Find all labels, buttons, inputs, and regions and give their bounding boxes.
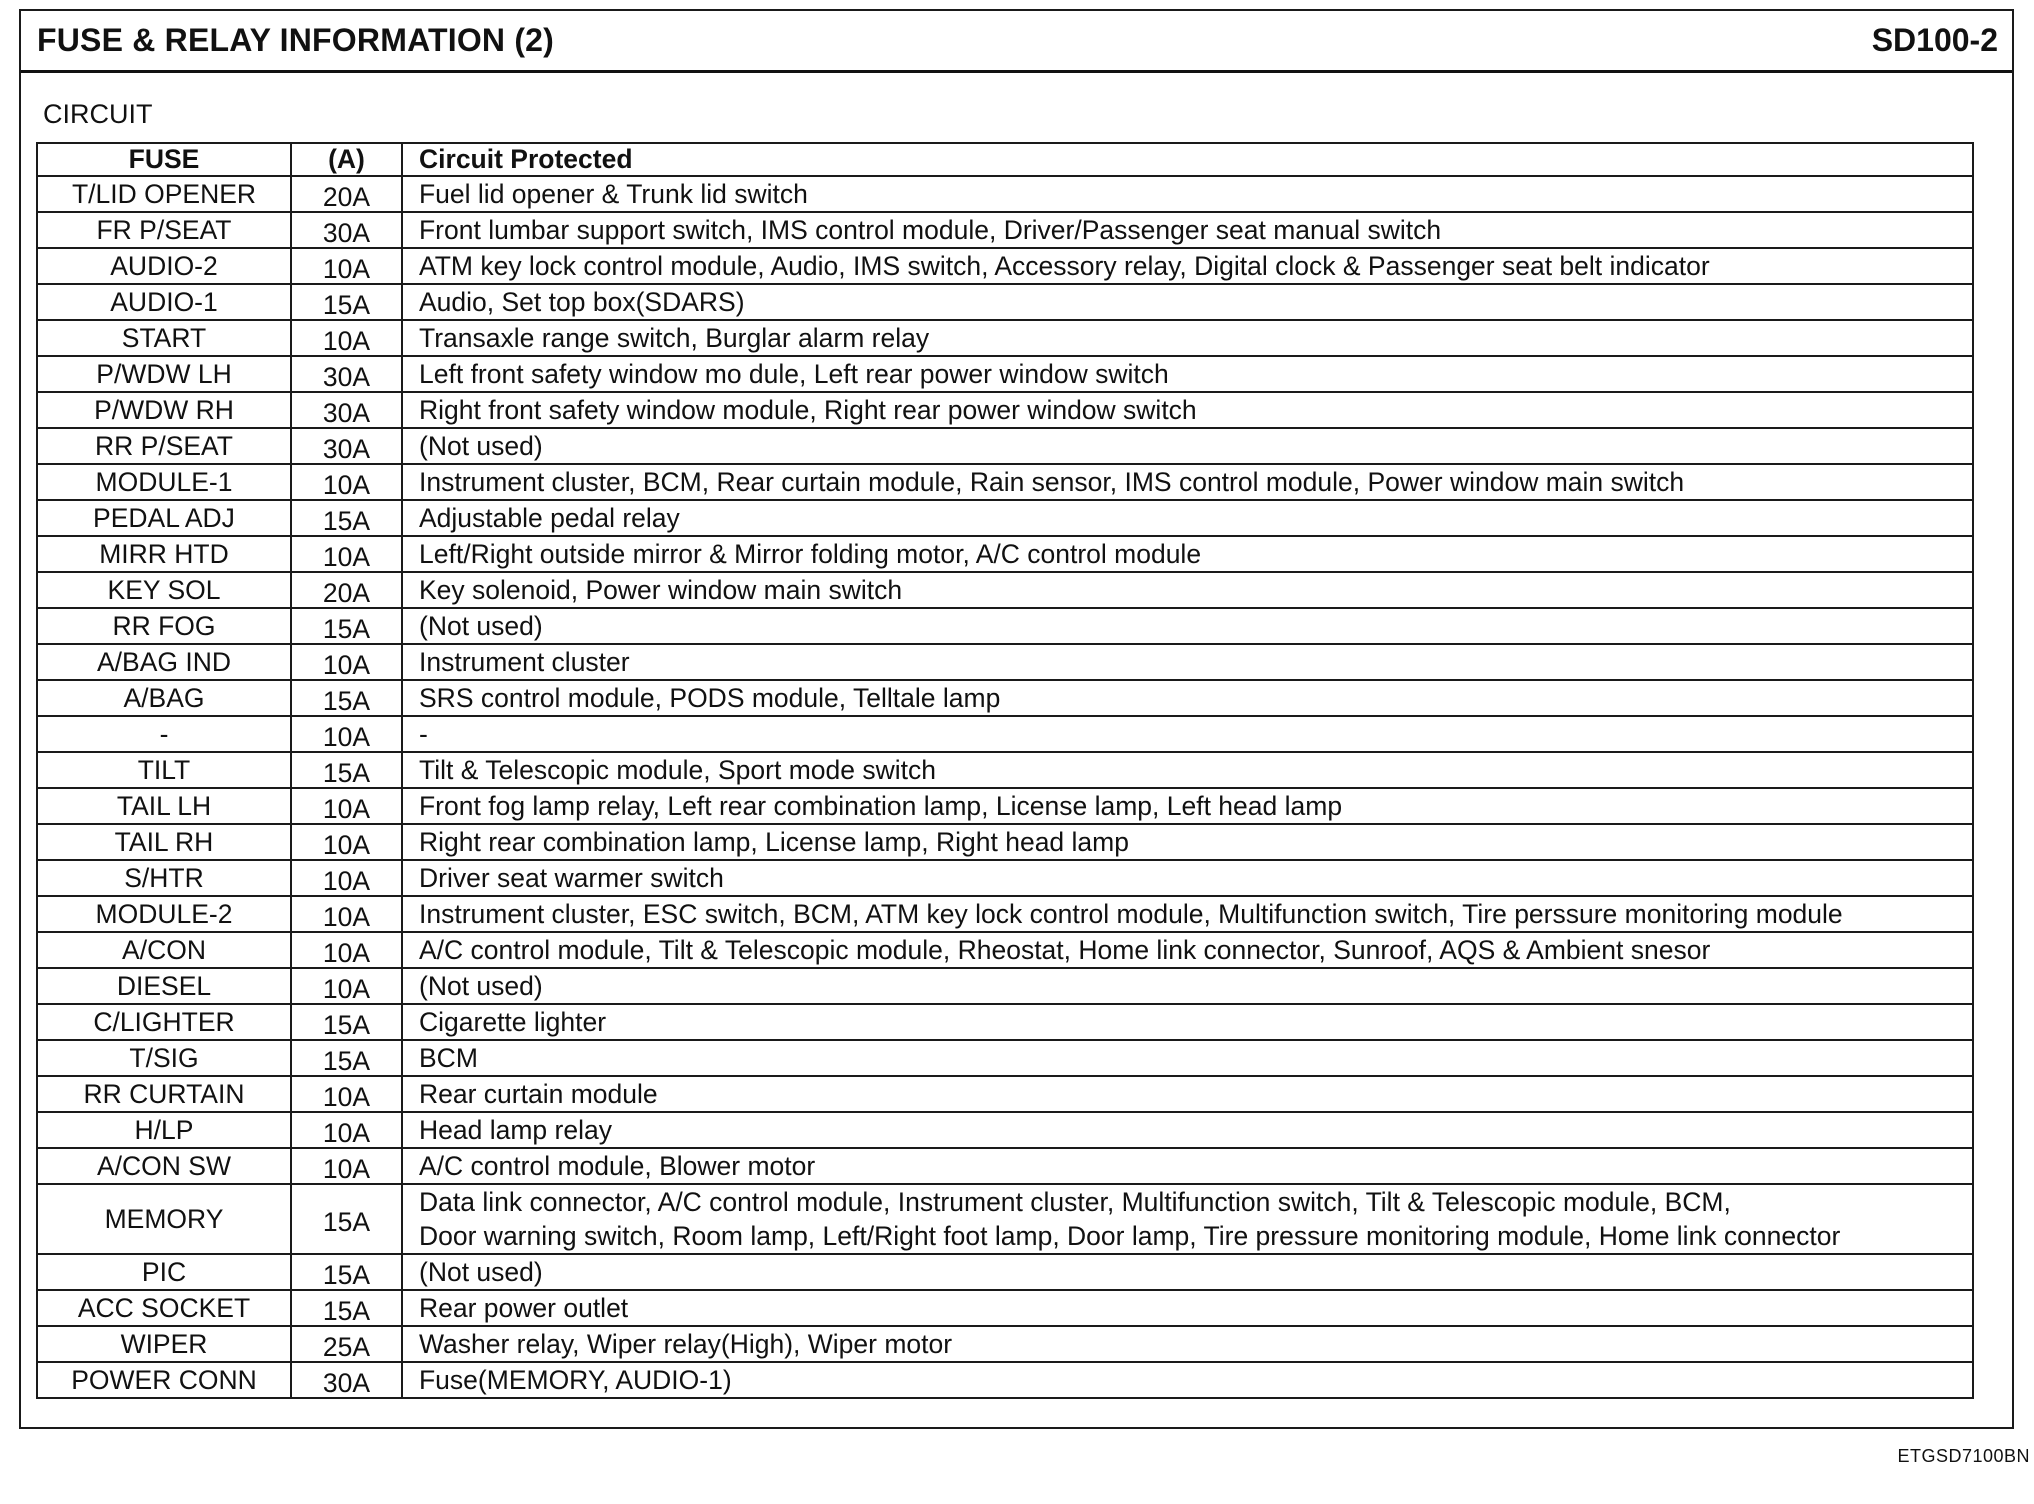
table-row [37, 824, 1973, 860]
amperage-cell: 10A [291, 536, 402, 572]
table-row [37, 968, 1973, 1004]
table-row [37, 644, 1973, 680]
amperage-cell: 15A [291, 284, 402, 320]
amperage-cell: 15A [291, 1004, 402, 1040]
fuse-name-cell: TAIL RH [37, 824, 291, 860]
fuse-name-cell: P/WDW RH [37, 392, 291, 428]
circuit-protected-cell: Washer relay, Wiper relay(High), Wiper motor [402, 1326, 1973, 1362]
amperage-cell: 15A [291, 500, 402, 536]
circuit-protected-cell [402, 1184, 1973, 1254]
amperage-cell: 10A [291, 1112, 402, 1148]
circuit-protected-cell: Fuse(MEMORY, AUDIO-1) [402, 1362, 1973, 1398]
table-header-row [37, 143, 1973, 176]
circuit-protected-cell: Front lumbar support switch, IMS control module, Driver/Passenger seat manual switch [402, 212, 1973, 248]
table-row [37, 1290, 1973, 1326]
amperage-cell: 10A [291, 644, 402, 680]
fuse-name-cell: P/WDW LH [37, 356, 291, 392]
amperage-cell: 15A [291, 1184, 402, 1254]
circuit-protected-cell: Front fog lamp relay, Left rear combination lamp, License lamp, Left head lamp [402, 788, 1973, 824]
fuse-name-cell: A/CON SW [37, 1148, 291, 1184]
circuit-protected-cell: Instrument cluster, BCM, Rear curtain module, Rain sensor, IMS control module, Power window main switch [402, 464, 1973, 500]
page-title: FUSE & RELAY INFORMATION (2) [37, 22, 555, 58]
amperage-cell: 20A [291, 176, 402, 212]
amperage-cell: 10A [291, 1076, 402, 1112]
table-row [37, 212, 1973, 248]
amperage-cell: 15A [291, 1254, 402, 1290]
fuse-name-cell: TAIL LH [37, 788, 291, 824]
amperage-cell: 25A [291, 1326, 402, 1362]
fuse-name-cell: KEY SOL [37, 572, 291, 608]
table-row [37, 932, 1973, 968]
table-row [37, 680, 1973, 716]
table-row [37, 1148, 1973, 1184]
amperage-cell: 10A [291, 716, 402, 752]
amperage-cell: 15A [291, 1040, 402, 1076]
circuit-protected-cell: (Not used) [402, 1254, 1973, 1290]
fuse-name-cell: A/CON [37, 932, 291, 968]
table-row [37, 464, 1973, 500]
circuit-protected-cell: (Not used) [402, 968, 1973, 1004]
fuse-name-cell: RR CURTAIN [37, 1076, 291, 1112]
amperage-cell: 10A [291, 248, 402, 284]
fuse-name-cell: FR P/SEAT [37, 212, 291, 248]
fuse-name-cell: WIPER [37, 1326, 291, 1362]
fuse-name-cell: RR P/SEAT [37, 428, 291, 464]
column-header-circuit: Circuit Protected [402, 143, 1973, 176]
fuse-table [36, 142, 1974, 1399]
table-row [37, 1254, 1973, 1290]
table-row [37, 248, 1973, 284]
fuse-name-cell: A/BAG IND [37, 644, 291, 680]
amperage-cell: 10A [291, 896, 402, 932]
column-header-fuse: FUSE [37, 143, 291, 176]
fuse-name-cell: - [37, 716, 291, 752]
amperage-cell: 10A [291, 1148, 402, 1184]
circuit-protected-cell: Right rear combination lamp, License lamp, Right head lamp [402, 824, 1973, 860]
table-row [37, 1076, 1973, 1112]
table-row [37, 1112, 1973, 1148]
amperage-cell: 15A [291, 608, 402, 644]
circuit-protected-cell: Key solenoid, Power window main switch [402, 572, 1973, 608]
circuit-protected-cell: Tilt & Telescopic module, Sport mode switch [402, 752, 1973, 788]
fuse-name-cell: RR FOG [37, 608, 291, 644]
amperage-cell: 30A [291, 356, 402, 392]
circuit-protected-cell: (Not used) [402, 608, 1973, 644]
circuit-protected-cell: Rear power outlet [402, 1290, 1973, 1326]
fuse-name-cell: T/SIG [37, 1040, 291, 1076]
circuit-protected-cell: Instrument cluster, ESC switch, BCM, ATM key lock control module, Multifunction switch, Tire perssure monitoring module [402, 896, 1973, 932]
circuit-protected-cell: ATM key lock control module, Audio, IMS switch, Accessory relay, Digital clock & Passenger seat belt indicator [402, 248, 1973, 284]
table-row [37, 1326, 1973, 1362]
table-row [37, 860, 1973, 896]
fuse-name-cell: TILT [37, 752, 291, 788]
amperage-cell: 15A [291, 752, 402, 788]
figure-code: ETGSD7100BN [1897, 1446, 2030, 1466]
amperage-cell: 30A [291, 428, 402, 464]
circuit-protected-cell: Audio, Set top box(SDARS) [402, 284, 1973, 320]
table-row [37, 284, 1973, 320]
circuit-protected-cell: (Not used) [402, 428, 1973, 464]
fuse-name-cell: PIC [37, 1254, 291, 1290]
amperage-cell: 10A [291, 860, 402, 896]
amperage-cell: 30A [291, 392, 402, 428]
table-row [37, 500, 1973, 536]
table-body [37, 176, 1973, 1398]
circuit-protected-cell: Cigarette lighter [402, 1004, 1973, 1040]
amperage-cell: 10A [291, 932, 402, 968]
fuse-name-cell: S/HTR [37, 860, 291, 896]
circuit-protected-cell: Transaxle range switch, Burglar alarm relay [402, 320, 1973, 356]
table-row [37, 428, 1973, 464]
table-row [37, 320, 1973, 356]
fuse-name-cell: MIRR HTD [37, 536, 291, 572]
circuit-protected-cell: A/C control module, Blower motor [402, 1148, 1973, 1184]
circuit-line: Door warning switch, Room lamp, Left/Right foot lamp, Door lamp, Tire pressure monitoring module, Home link connector [419, 1221, 1841, 1251]
table-row [37, 392, 1973, 428]
circuit-protected-cell: Adjustable pedal relay [402, 500, 1973, 536]
circuit-protected-cell: Rear curtain module [402, 1076, 1973, 1112]
amperage-cell: 30A [291, 1362, 402, 1398]
amperage-cell: 20A [291, 572, 402, 608]
table-row [37, 896, 1973, 932]
circuit-protected-cell: Fuel lid opener & Trunk lid switch [402, 176, 1973, 212]
amperage-cell: 10A [291, 320, 402, 356]
circuit-protected-cell: Left front safety window mo dule, Left rear power window switch [402, 356, 1973, 392]
table-row [37, 176, 1973, 212]
table-row [37, 536, 1973, 572]
column-header-amperage: (A) [291, 143, 402, 176]
fuse-name-cell: PEDAL ADJ [37, 500, 291, 536]
circuit-protected-cell: - [402, 716, 1973, 752]
fuse-name-cell: AUDIO-2 [37, 248, 291, 284]
circuit-protected-cell: Head lamp relay [402, 1112, 1973, 1148]
circuit-protected-cell: Driver seat warmer switch [402, 860, 1973, 896]
table-row [37, 752, 1973, 788]
table-row [37, 608, 1973, 644]
fuse-name-cell: T/LID OPENER [37, 176, 291, 212]
amperage-cell: 15A [291, 680, 402, 716]
amperage-cell: 10A [291, 788, 402, 824]
circuit-protected-cell: SRS control module, PODS module, Telltale lamp [402, 680, 1973, 716]
fuse-name-cell: POWER CONN [37, 1362, 291, 1398]
table-row [37, 1004, 1973, 1040]
circuit-line: Data link connector, A/C control module, Instrument cluster, Multifunction switch, Tilt & Telescopic module, BCM, [419, 1187, 1731, 1217]
fuse-name-cell: START [37, 320, 291, 356]
document-header [21, 11, 2012, 73]
amperage-cell: 30A [291, 212, 402, 248]
amperage-cell: 15A [291, 1290, 402, 1326]
fuse-name-cell: MODULE-2 [37, 896, 291, 932]
circuit-protected-cell: Right front safety window module, Right rear power window switch [402, 392, 1973, 428]
table-row [37, 572, 1973, 608]
fuse-name-cell: H/LP [37, 1112, 291, 1148]
fuse-name-cell: C/LIGHTER [37, 1004, 291, 1040]
section-label: CIRCUIT [43, 99, 153, 129]
circuit-protected-cell: A/C control module, Tilt & Telescopic module, Rheostat, Home link connector, Sunroof, AQS & Ambient snesor [402, 932, 1973, 968]
table-row [37, 1362, 1973, 1398]
table-row [37, 1184, 1973, 1254]
fuse-name-cell: ACC SOCKET [37, 1290, 291, 1326]
circuit-protected-cell: Instrument cluster [402, 644, 1973, 680]
fuse-name-cell: A/BAG [37, 680, 291, 716]
amperage-cell: 10A [291, 968, 402, 1004]
table-row [37, 788, 1973, 824]
section-code: SD100-2 [1871, 22, 1998, 58]
table-row [37, 716, 1973, 752]
fuse-name-cell: MODULE-1 [37, 464, 291, 500]
circuit-protected-cell: BCM [402, 1040, 1973, 1076]
table-row [37, 356, 1973, 392]
fuse-name-cell: AUDIO-1 [37, 284, 291, 320]
amperage-cell: 10A [291, 464, 402, 500]
table-row [37, 1040, 1973, 1076]
fuse-name-cell: DIESEL [37, 968, 291, 1004]
amperage-cell: 10A [291, 824, 402, 860]
fuse-name-cell: MEMORY [37, 1184, 291, 1254]
circuit-protected-cell: Left/Right outside mirror & Mirror folding motor, A/C control module [402, 536, 1973, 572]
